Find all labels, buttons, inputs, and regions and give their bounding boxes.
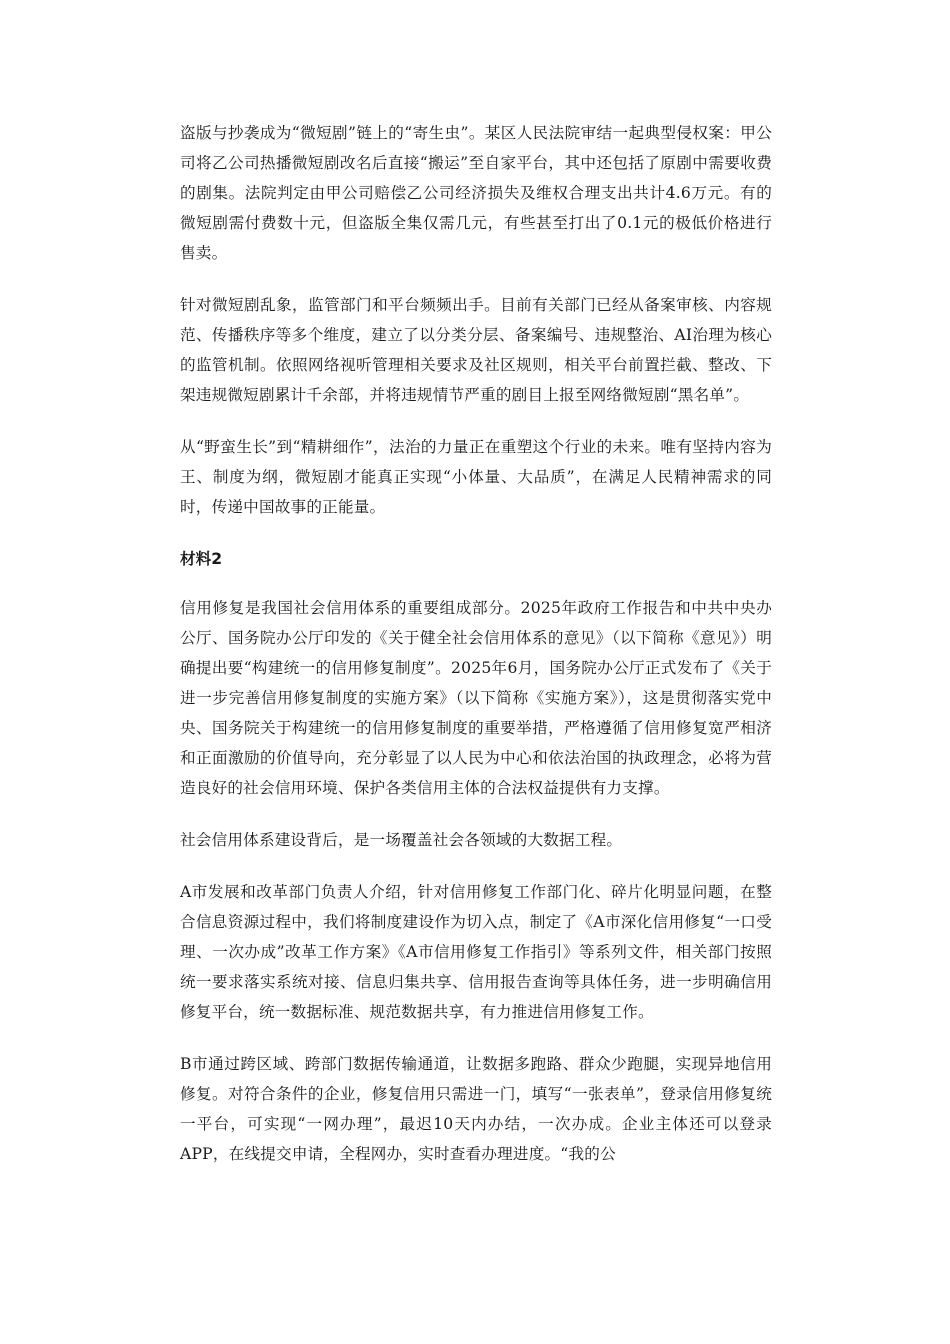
section-heading-material-2: 材料2	[180, 550, 223, 568]
paragraph-city-b: B市通过跨区域、跨部门数据传输通道，让数据多跑路、群众少跑腿，实现异地信用修复。对符合条件的企业，修复信用只需进一门，填写“一张表单”，登录信用修复统一平台，可实现“一网办理”，最迟10天内办结，一次办成。企业主体还可以登录APP，在线提交申请，全程网办，实时查看办理进度。“我的公	[180, 1055, 772, 1163]
paragraph-rule-of-law: 从“野蛮生长”到“精耕细作”，法治的力量正在重塑这个行业的未来。唯有坚持内容为王、制度为纲，微短剧才能真正实现“小体量、大品质”，在满足人民精神需求的同时，传递中国故事的正能量。	[180, 438, 772, 516]
paragraph-piracy-case: 盗版与抄袭成为“微短剧”链上的“寄生虫”。某区人民法院审结一起典型侵权案：甲公司将乙公司热播微短剧改名后直接“搬运”至自家平台，其中还包括了原剧中需要收费的剧集。法院判定由甲公司赔偿乙公司经济损失及维权合理支出共计4.6万元。有的微短剧需付费数十元，但盗版全集仅需几元，有些甚至打出了0.1元的极低价格进行售卖。	[180, 124, 772, 262]
paragraph-regulation: 针对微短剧乱象，监管部门和平台频频出手。目前有关部门已经从备案审核、内容规范、传播秩序等多个维度，建立了以分类分层、备案编号、违规整治、AI治理为核心的监管机制。依照网络视听管理相关要求及社区规则，相关平台前置拦截、整改、下架违规微短剧累计千余部，并将违规情节严重的剧目上报至网络微短剧“黑名单”。	[180, 296, 772, 404]
paragraph-big-data-project: 社会信用体系建设背后，是一场覆盖社会各领域的大数据工程。	[180, 831, 623, 849]
document-body	[180, 118, 772, 1191]
paragraph-credit-repair-policy: 信用修复是我国社会信用体系的重要组成部分。2025年政府工作报告和中共中央办公厅、国务院办公厅印发的《关于健全社会信用体系的意见》（以下简称《意见》）明确提出要“构建统一的信用修复制度”。2025年6月，国务院办公厅正式发布了《关于进一步完善信用修复制度的实施方案》（以下简称《实施方案》），这是贯彻落实党中央、国务院关于构建统一的信用修复制度的重要举措，严格遵循了信用修复宽严相济和正面激励的价值导向，充分彰显了以人民为中心和依法治国的执政理念，必将为营造良好的社会信用环境、保护各类信用主体的合法权益提供有力支撑。	[180, 599, 772, 797]
paragraph-city-a: A市发展和改革部门负责人介绍，针对信用修复工作部门化、碎片化明显问题，在整合信息资源过程中，我们将制度建设作为切入点，制定了《A市深化信用修复“一口受理、一次办成”改革工作方案》《A市信用修复工作指引》等系列文件，相关部门按照统一要求落实系统对接、信息归集共享、信用报告查询等具体任务，进一步明确信用修复平台，统一数据标准、规范数据共享，有力推进信用修复工作。	[180, 883, 772, 1021]
